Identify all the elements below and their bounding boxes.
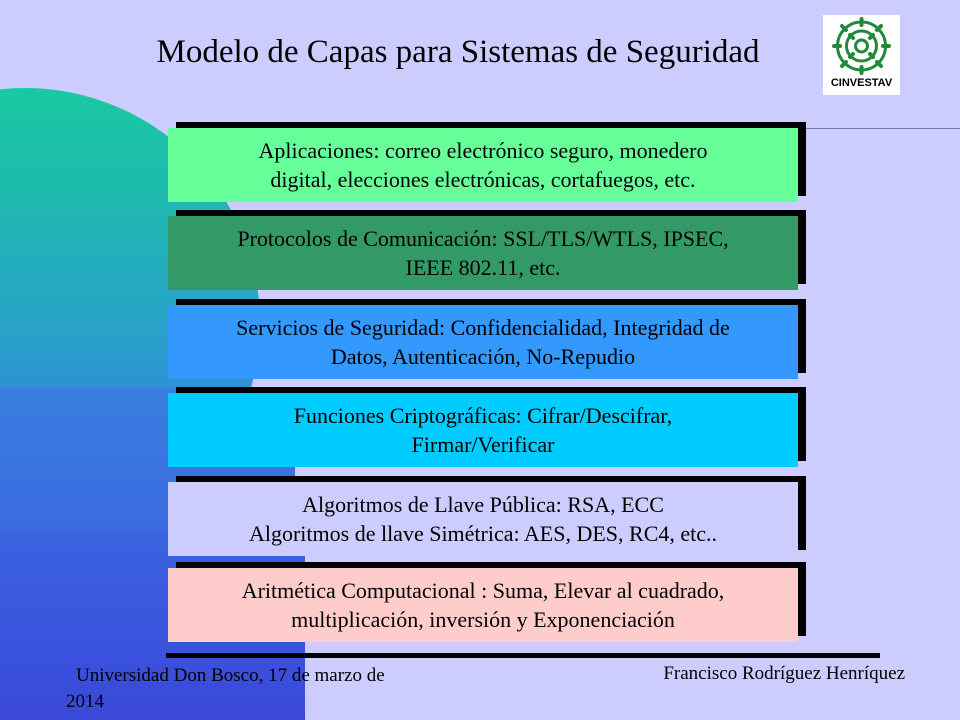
layer-box bbox=[168, 305, 798, 379]
layer-face bbox=[168, 568, 798, 642]
layer-box bbox=[168, 216, 798, 290]
layer-text-line2: IEEE 802.11, etc. bbox=[405, 255, 561, 280]
cinvestav-logo-icon bbox=[829, 17, 894, 75]
layer-text-line1: Aplicaciones: correo electrónico seguro, monedero bbox=[258, 138, 708, 163]
layer-text-line1: Servicios de Seguridad: Confidencialidad, Integridad de bbox=[236, 315, 730, 340]
logo-text: CINVESTAV bbox=[830, 77, 893, 89]
layer-text-line1: Aritmética Computacional : Suma, Elevar al cuadrado, bbox=[241, 578, 725, 603]
cinvestav-logo bbox=[823, 15, 900, 95]
layer-face bbox=[168, 216, 798, 290]
layer-box bbox=[168, 482, 798, 556]
layer-text-line1: Funciones Criptográficas: Cifrar/Descifrar, bbox=[293, 403, 673, 428]
footer-left-line1: Universidad Don Bosco, 17 de marzo de bbox=[76, 665, 385, 686]
layer-text-line2: Datos, Autenticación, No-Repudio bbox=[330, 344, 636, 369]
footer-left-line2: 2014 bbox=[66, 691, 104, 712]
layer-text-line2: multiplicación, inversión y Exponenciación bbox=[291, 607, 675, 632]
layer-text-line2: Algoritmos de llave Simétrica: AES, DES, RC4, etc.. bbox=[248, 521, 718, 546]
footer-left bbox=[66, 663, 486, 715]
layer-text-line2: Firmar/Verificar bbox=[411, 432, 555, 457]
layer-text-line1: Protocolos de Comunicación: SSL/TLS/WTLS, IPSEC, bbox=[237, 226, 729, 251]
layer-face bbox=[168, 482, 798, 556]
layer-box bbox=[168, 393, 798, 467]
footer-author: Francisco Rodríguez Henríquez bbox=[663, 663, 905, 684]
layer-text-line2: digital, elecciones electrónicas, cortafuegos, etc. bbox=[270, 167, 696, 192]
layer-box bbox=[168, 128, 798, 202]
slide-title: Modelo de Capas para Sistemas de Seguridad bbox=[156, 34, 760, 70]
footer-rule bbox=[166, 653, 880, 658]
layer-face bbox=[168, 393, 798, 467]
layer-text-line1: Algoritmos de Llave Pública: RSA, ECC bbox=[302, 492, 664, 517]
layer-box bbox=[168, 568, 798, 642]
layer-face bbox=[168, 305, 798, 379]
layer-face bbox=[168, 128, 798, 202]
